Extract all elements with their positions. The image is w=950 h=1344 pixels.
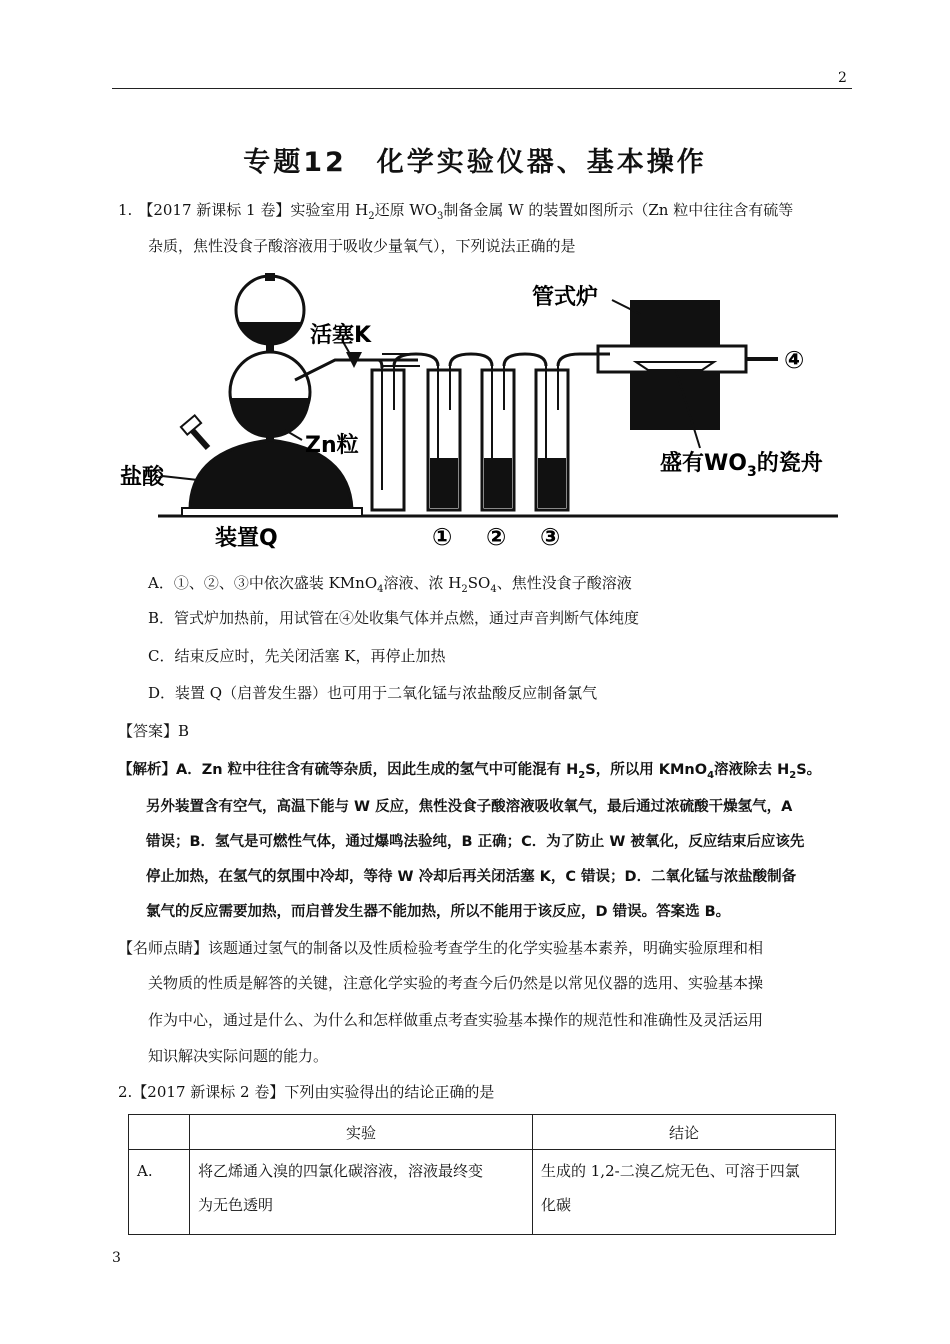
- q1-option-a: A．①、②、③中依次盛装 KMnO$_4$溶液、浓 $H_2SO_4$、焦性没食子酸溶液: [148, 574, 632, 595]
- row-label: A.: [129, 1150, 190, 1235]
- connector-tube: [450, 354, 492, 366]
- label-furnace: 管式炉: [532, 285, 599, 310]
- middle-liquid: [230, 398, 310, 438]
- wash-bottle-2: [482, 366, 514, 510]
- porcelain-boat: [636, 362, 714, 370]
- footer-page-number: 3: [112, 1250, 121, 1266]
- funnel-neck: [265, 273, 275, 281]
- q1-stem-text: 还原 WO: [374, 201, 438, 219]
- q1-analysis-line2: 另外装置含有空气，高温下能与 W 反应，焦性没食子酸溶液吸收氧气，最后通过浓硫酸干燥氢气，A: [146, 799, 793, 815]
- bowl-tap: [192, 430, 208, 448]
- q2-stem: 2.【2017 新课标 2 卷】下列由实验得出的结论正确的是: [118, 1083, 495, 1101]
- row-conclusion: 生成的 1,2-二溴乙烷无色、可溶于四氯 化碳: [533, 1150, 836, 1235]
- generator-base: [182, 508, 362, 516]
- q1-analysis-line5: 氯气的反应需要加热，而启普发生器不能加热，所以不能用于该反应，D 错误。答案选 B。: [146, 904, 731, 920]
- q1-tip-line1: 【名师点睛】该题通过氢气的制备以及性质检验考查学生的化学实验基本素养，明确实验原理和相: [118, 939, 764, 957]
- label-bottle-1: ①: [432, 523, 453, 551]
- q1-stem-line2: 杂质，焦性没食子酸溶液用于吸收少量氧气），下列说法正确的是: [148, 237, 576, 255]
- q1-answer: 【答案】B: [118, 722, 190, 740]
- q1-analysis-line1: 【解析】A．Zn 粒中往往含有硫等杂质，因此生成的氢气中可能混有 $H_2S$，所以用 KMnO$_4$溶液除去 $H_2S$。: [118, 762, 822, 781]
- q1-sub: 3: [437, 211, 444, 222]
- label-hcl: 盐酸: [120, 465, 165, 490]
- leader-line: [285, 430, 302, 440]
- row-experiment: 将乙烯通入溴的四氯化碳溶液，溶液最终变 为无色透明: [190, 1150, 533, 1235]
- label-bottle-2: ②: [486, 523, 507, 551]
- table-header-blank: [129, 1115, 190, 1150]
- label-bottle-3: ③: [540, 523, 561, 551]
- q1-number: 1.: [118, 201, 133, 219]
- q1-tip-line2: 关物质的性质是解答的关键，注意化学实验的考查今后仍然是以常见仪器的选用、实验基本操: [148, 974, 764, 992]
- label-device-q: 装置Q: [215, 526, 278, 551]
- q2-table: [128, 1114, 836, 1235]
- q1-stem-text: 制备金属 W 的装置如图所示（Zn 粒中往往含有硫等: [443, 201, 794, 219]
- safety-bottle: [372, 370, 404, 510]
- page-title: 专题12 化学实验仪器、基本操作: [243, 147, 707, 178]
- table-header-experiment: 实验: [190, 1115, 533, 1150]
- q1-option-b: B．管式炉加热前，用试管在④处收集气体并点燃，通过声音判断气体纯度: [148, 609, 640, 627]
- leader-line: [162, 476, 198, 480]
- label-boat: 盛有$WO_3$的瓷舟: [660, 451, 823, 480]
- connector-tube: [504, 354, 546, 366]
- table-header-conclusion: 结论: [533, 1115, 836, 1150]
- apparatus-figure: [120, 270, 840, 555]
- q1-tip-line3: 作为中心，通过是什么、为什么和怎样做重点考查实验基本操作的规范性和准确性及灵活运用: [148, 1011, 764, 1029]
- header-rule: [112, 88, 852, 89]
- label-outlet-4: ④: [784, 346, 805, 374]
- q1-stem-text: 【2017 新课标 1 卷】实验室用 H: [138, 201, 369, 219]
- label-zn: Zn粒: [305, 433, 359, 458]
- q1-stem-line1: [118, 200, 793, 220]
- q1-tip-line4: 知识解决实际问题的能力。: [148, 1047, 329, 1065]
- bowl-tap-head: [181, 415, 201, 434]
- table-row: [129, 1150, 836, 1235]
- q1-analysis-line4: 停止加热，在氢气的氛围中冷却，等待 W 冷却后再关闭活塞 K，C 错误；D．二氧化锰与浓盐酸制备: [146, 869, 797, 885]
- q1-sub: 2: [368, 211, 375, 222]
- wash-bottle-3: [536, 366, 568, 510]
- q1-option-d: D．装置 Q（启普发生器）也可用于二氧化锰与浓盐酸反应制备氯气: [148, 684, 598, 702]
- pipe: [360, 360, 382, 368]
- q1-analysis-line3: 错误；B．氢气是可燃性气体，通过爆鸣法验纯，B 正确；C．为了防止 W 被氧化，反应结束后应该先: [146, 834, 805, 850]
- wash-bottle-1: [428, 366, 460, 510]
- header-page-number: 2: [838, 70, 847, 86]
- label-valve-k: 活塞K: [310, 323, 372, 348]
- q1-option-c: C．结束反应时，先关闭活塞 K，再停止加热: [148, 647, 446, 665]
